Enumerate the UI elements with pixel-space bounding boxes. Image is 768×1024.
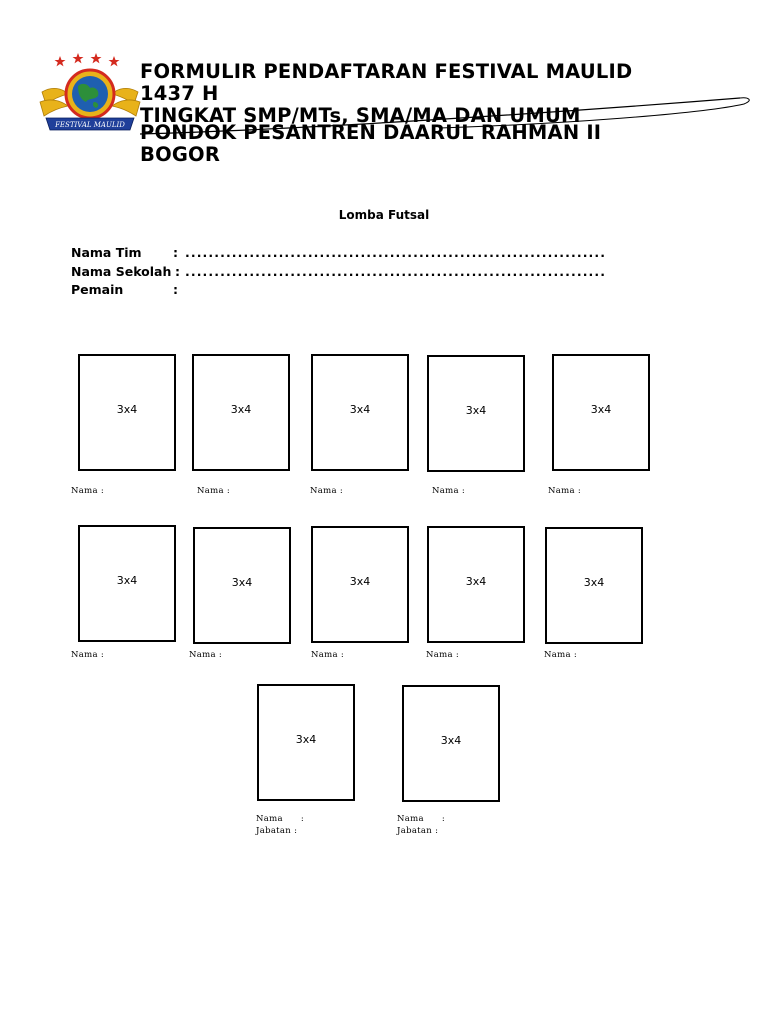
photo-size-label: 3x4 (116, 574, 138, 587)
photo-size-label: 3x4 (230, 403, 252, 416)
title-line-5: BOGOR (140, 143, 221, 166)
field-fill-line[interactable]: ........................................................................ (185, 263, 607, 279)
official-role-caption (256, 826, 297, 836)
title-line-2: 1437 H (140, 82, 219, 105)
player-photo-box[interactable] (193, 527, 291, 644)
festival-logo (38, 52, 142, 136)
field-players (71, 282, 691, 301)
photo-size-label: 3x4 (465, 404, 487, 417)
official-role-caption (397, 826, 438, 836)
photo-size-label: 3x4 (465, 575, 487, 588)
title-line-4: PONDOK PESANTREN DAARUL RAHMAN II (140, 121, 602, 144)
photo-size-label: 3x4 (440, 734, 462, 747)
player-name-caption: Nama : (71, 486, 104, 496)
photo-size-label: 3x4 (590, 403, 612, 416)
official-name-label: Nama (256, 814, 283, 824)
player-name-caption: Nama : (544, 650, 577, 660)
player-name-caption: Nama : (432, 486, 465, 496)
field-fill-line[interactable]: ........................................................................ (185, 245, 607, 260)
player-photo-box[interactable] (427, 355, 525, 472)
player-name-caption: Nama : (426, 650, 459, 660)
photo-size-label: 3x4 (231, 576, 253, 589)
photo-size-label: 3x4 (349, 575, 371, 588)
official-name-caption (397, 814, 445, 824)
player-name-caption: Nama : (310, 486, 343, 496)
player-photo-box[interactable] (552, 354, 650, 471)
player-photo-box[interactable] (311, 354, 409, 471)
form-title (140, 61, 700, 166)
official-photo-box[interactable] (257, 684, 355, 801)
competition-subtitle: Lomba Futsal (338, 208, 430, 222)
caption-colon: : (294, 826, 298, 836)
player-photo-box[interactable] (78, 354, 176, 471)
photo-size-label: 3x4 (116, 403, 138, 416)
logo-stars-icon (55, 53, 120, 66)
field-colon: : (173, 245, 178, 260)
player-name-caption: Nama : (71, 650, 104, 660)
player-name-caption: Nama : (197, 486, 230, 496)
photo-size-label: 3x4 (349, 403, 371, 416)
official-role-label: Jabatan (397, 826, 433, 836)
field-colon: : (175, 263, 180, 279)
player-name-caption: Nama : (189, 650, 222, 660)
official-photo-box[interactable] (402, 685, 500, 802)
player-photo-box[interactable] (78, 525, 176, 642)
player-photo-box[interactable] (311, 526, 409, 643)
official-role-label: Jabatan (256, 826, 292, 836)
caption-colon: : (300, 814, 305, 824)
field-label: Nama Sekolah (71, 263, 172, 279)
photo-size-label: 3x4 (583, 576, 605, 589)
title-line-3: TINGKAT SMP/MTs, SMA/MA DAN UMUM (140, 104, 581, 127)
team-info-fields (71, 245, 691, 301)
official-name-label: Nama (397, 814, 424, 824)
player-photo-box[interactable] (427, 526, 525, 643)
field-team-name[interactable] (71, 245, 691, 264)
field-label: Pemain (71, 282, 124, 297)
field-colon: : (173, 282, 178, 297)
player-name-caption: Nama : (311, 650, 344, 660)
logo-ribbon-text: FESTIVAL MAULID (55, 121, 125, 129)
photo-size-label: 3x4 (295, 733, 317, 746)
field-label: Nama Tim (71, 245, 142, 260)
player-photo-box[interactable] (545, 527, 643, 644)
field-school-name[interactable] (71, 264, 691, 283)
caption-colon: : (441, 814, 446, 824)
official-name-caption (256, 814, 304, 824)
title-line-1: FORMULIR PENDAFTARAN FESTIVAL MAULID (140, 60, 633, 83)
player-photo-box[interactable] (192, 354, 290, 471)
caption-colon: : (435, 826, 439, 836)
player-name-caption: Nama : (548, 486, 581, 496)
